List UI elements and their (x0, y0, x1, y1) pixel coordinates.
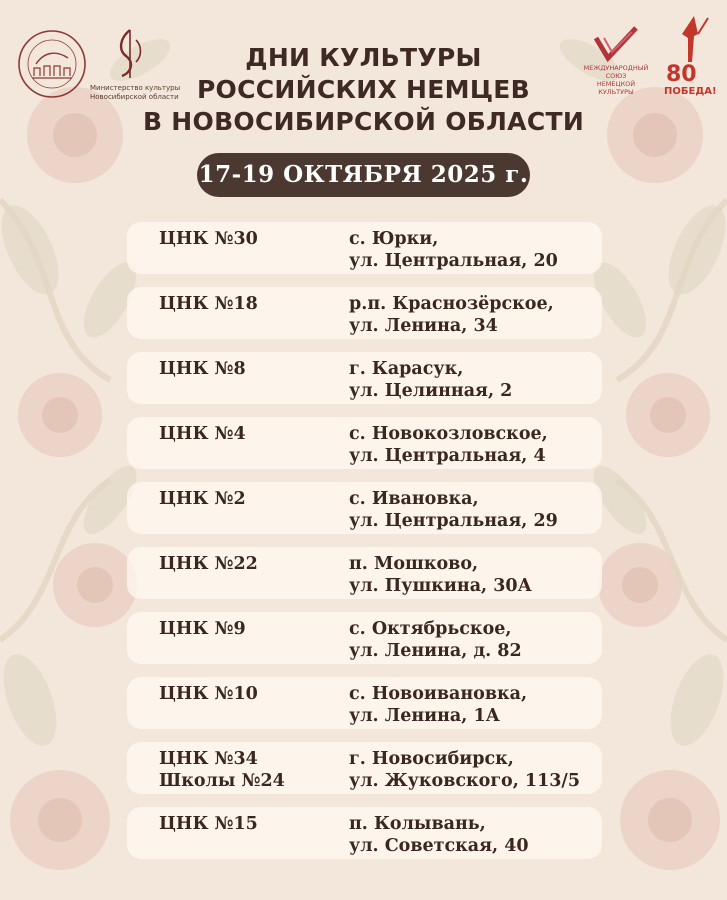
venue-name-line: ЦНК №34 (159, 749, 258, 769)
venue-name-line: ЦНК №30 (159, 229, 258, 249)
pobeda-word: ПОБЕДА! (664, 86, 717, 97)
list-item (127, 417, 602, 469)
list-item (127, 807, 602, 859)
venue-address (349, 358, 609, 402)
venue-name-line: ЦНК №18 (159, 294, 258, 314)
address-line: ул. Пушкина, 30А (349, 576, 532, 596)
title-line-3: В НОВОСИБИРСКОЙ ОБЛАСТИ (142, 107, 585, 136)
list-item (127, 352, 602, 404)
address-line: ул. Жуковского, 113/5 (349, 771, 581, 791)
ministry-caption-line1: Министерство культуры (90, 84, 181, 92)
msnk-caption-line4: КУЛЬТУРЫ (598, 88, 634, 96)
header (0, 0, 727, 210)
venue-list (127, 222, 602, 872)
list-item (127, 742, 602, 794)
venue-name (159, 813, 339, 835)
venue-address (349, 423, 609, 467)
venue-name-line: ЦНК №2 (159, 489, 246, 509)
venue-name-line: ЦНК №8 (159, 359, 246, 379)
address-line: ул. Центральная, 20 (349, 251, 558, 271)
address-line: с. Юрки, (349, 229, 439, 249)
msnk-logo (580, 24, 652, 104)
address-line: ул. Целинная, 2 (349, 381, 513, 401)
address-line: ул. Ленина, д. 82 (349, 641, 522, 661)
msnk-caption-line2: СОЮЗ (605, 72, 627, 80)
address-line: п. Колывань, (349, 814, 486, 834)
venue-address (349, 683, 609, 727)
venue-name-line: ЦНК №10 (159, 684, 258, 704)
pobeda-number: 80 (666, 62, 697, 87)
ndr-logo (16, 28, 88, 100)
venue-name-line: ЦНК №4 (159, 424, 246, 444)
venue-name (159, 423, 339, 445)
venue-address (349, 813, 609, 857)
venue-name-line: ЦНК №22 (159, 554, 258, 574)
title-line-1: ДНИ КУЛЬТУРЫ (245, 43, 482, 72)
venue-address (349, 228, 609, 272)
address-line: п. Мошково, (349, 554, 479, 574)
msnk-caption-line3: НЕМЕЦКОЙ (596, 80, 636, 88)
venue-name (159, 553, 339, 575)
msnk-check-icon (580, 24, 652, 64)
venue-name (159, 228, 339, 250)
address-line: р.п. Краснозёрское, (349, 294, 554, 314)
venue-address (349, 293, 609, 337)
address-line: ул. Центральная, 4 (349, 446, 546, 466)
venue-address (349, 488, 609, 532)
venue-name (159, 683, 339, 705)
msnk-caption-line1: МЕЖДУНАРОДНЫЙ (583, 64, 649, 72)
venue-name-line: ЦНК №9 (159, 619, 246, 639)
venue-name (159, 748, 339, 792)
address-line: ул. Советская, 40 (349, 836, 529, 856)
venue-address (349, 618, 609, 662)
list-item (127, 677, 602, 729)
venue-name (159, 488, 339, 510)
list-item (127, 287, 602, 339)
date-badge: 17-19 ОКТЯБРЯ 2025 г. (197, 153, 530, 197)
address-line: ул. Ленина, 1А (349, 706, 500, 726)
list-item (127, 547, 602, 599)
venue-name (159, 358, 339, 380)
address-line: ул. Ленина, 34 (349, 316, 498, 336)
venue-name (159, 293, 339, 315)
address-line: ул. Центральная, 29 (349, 511, 558, 531)
list-item (127, 482, 602, 534)
title-line-2: РОССИЙСКИХ НЕМЦЕВ (196, 75, 531, 104)
list-item (127, 612, 602, 664)
pobeda-80-logo (664, 14, 716, 102)
address-line: с. Октябрьское, (349, 619, 512, 639)
venue-name-line: ЦНК №15 (159, 814, 258, 834)
address-line: г. Новосибирск, (349, 749, 514, 769)
venue-name (159, 618, 339, 640)
motherland-statue-icon (664, 14, 716, 66)
venue-name-line: Школы №24 (159, 771, 285, 791)
page-title (140, 42, 587, 138)
address-line: г. Карасук, (349, 359, 464, 379)
address-line: с. Новокозловское, (349, 424, 548, 444)
address-line: с. Ивановка, (349, 489, 479, 509)
ndr-emblem-icon (16, 28, 88, 100)
address-line: с. Новоивановка, (349, 684, 528, 704)
list-item (127, 222, 602, 274)
ministry-caption-line2: Новосибирской области (90, 93, 179, 101)
venue-address (349, 748, 609, 792)
venue-address (349, 553, 609, 597)
